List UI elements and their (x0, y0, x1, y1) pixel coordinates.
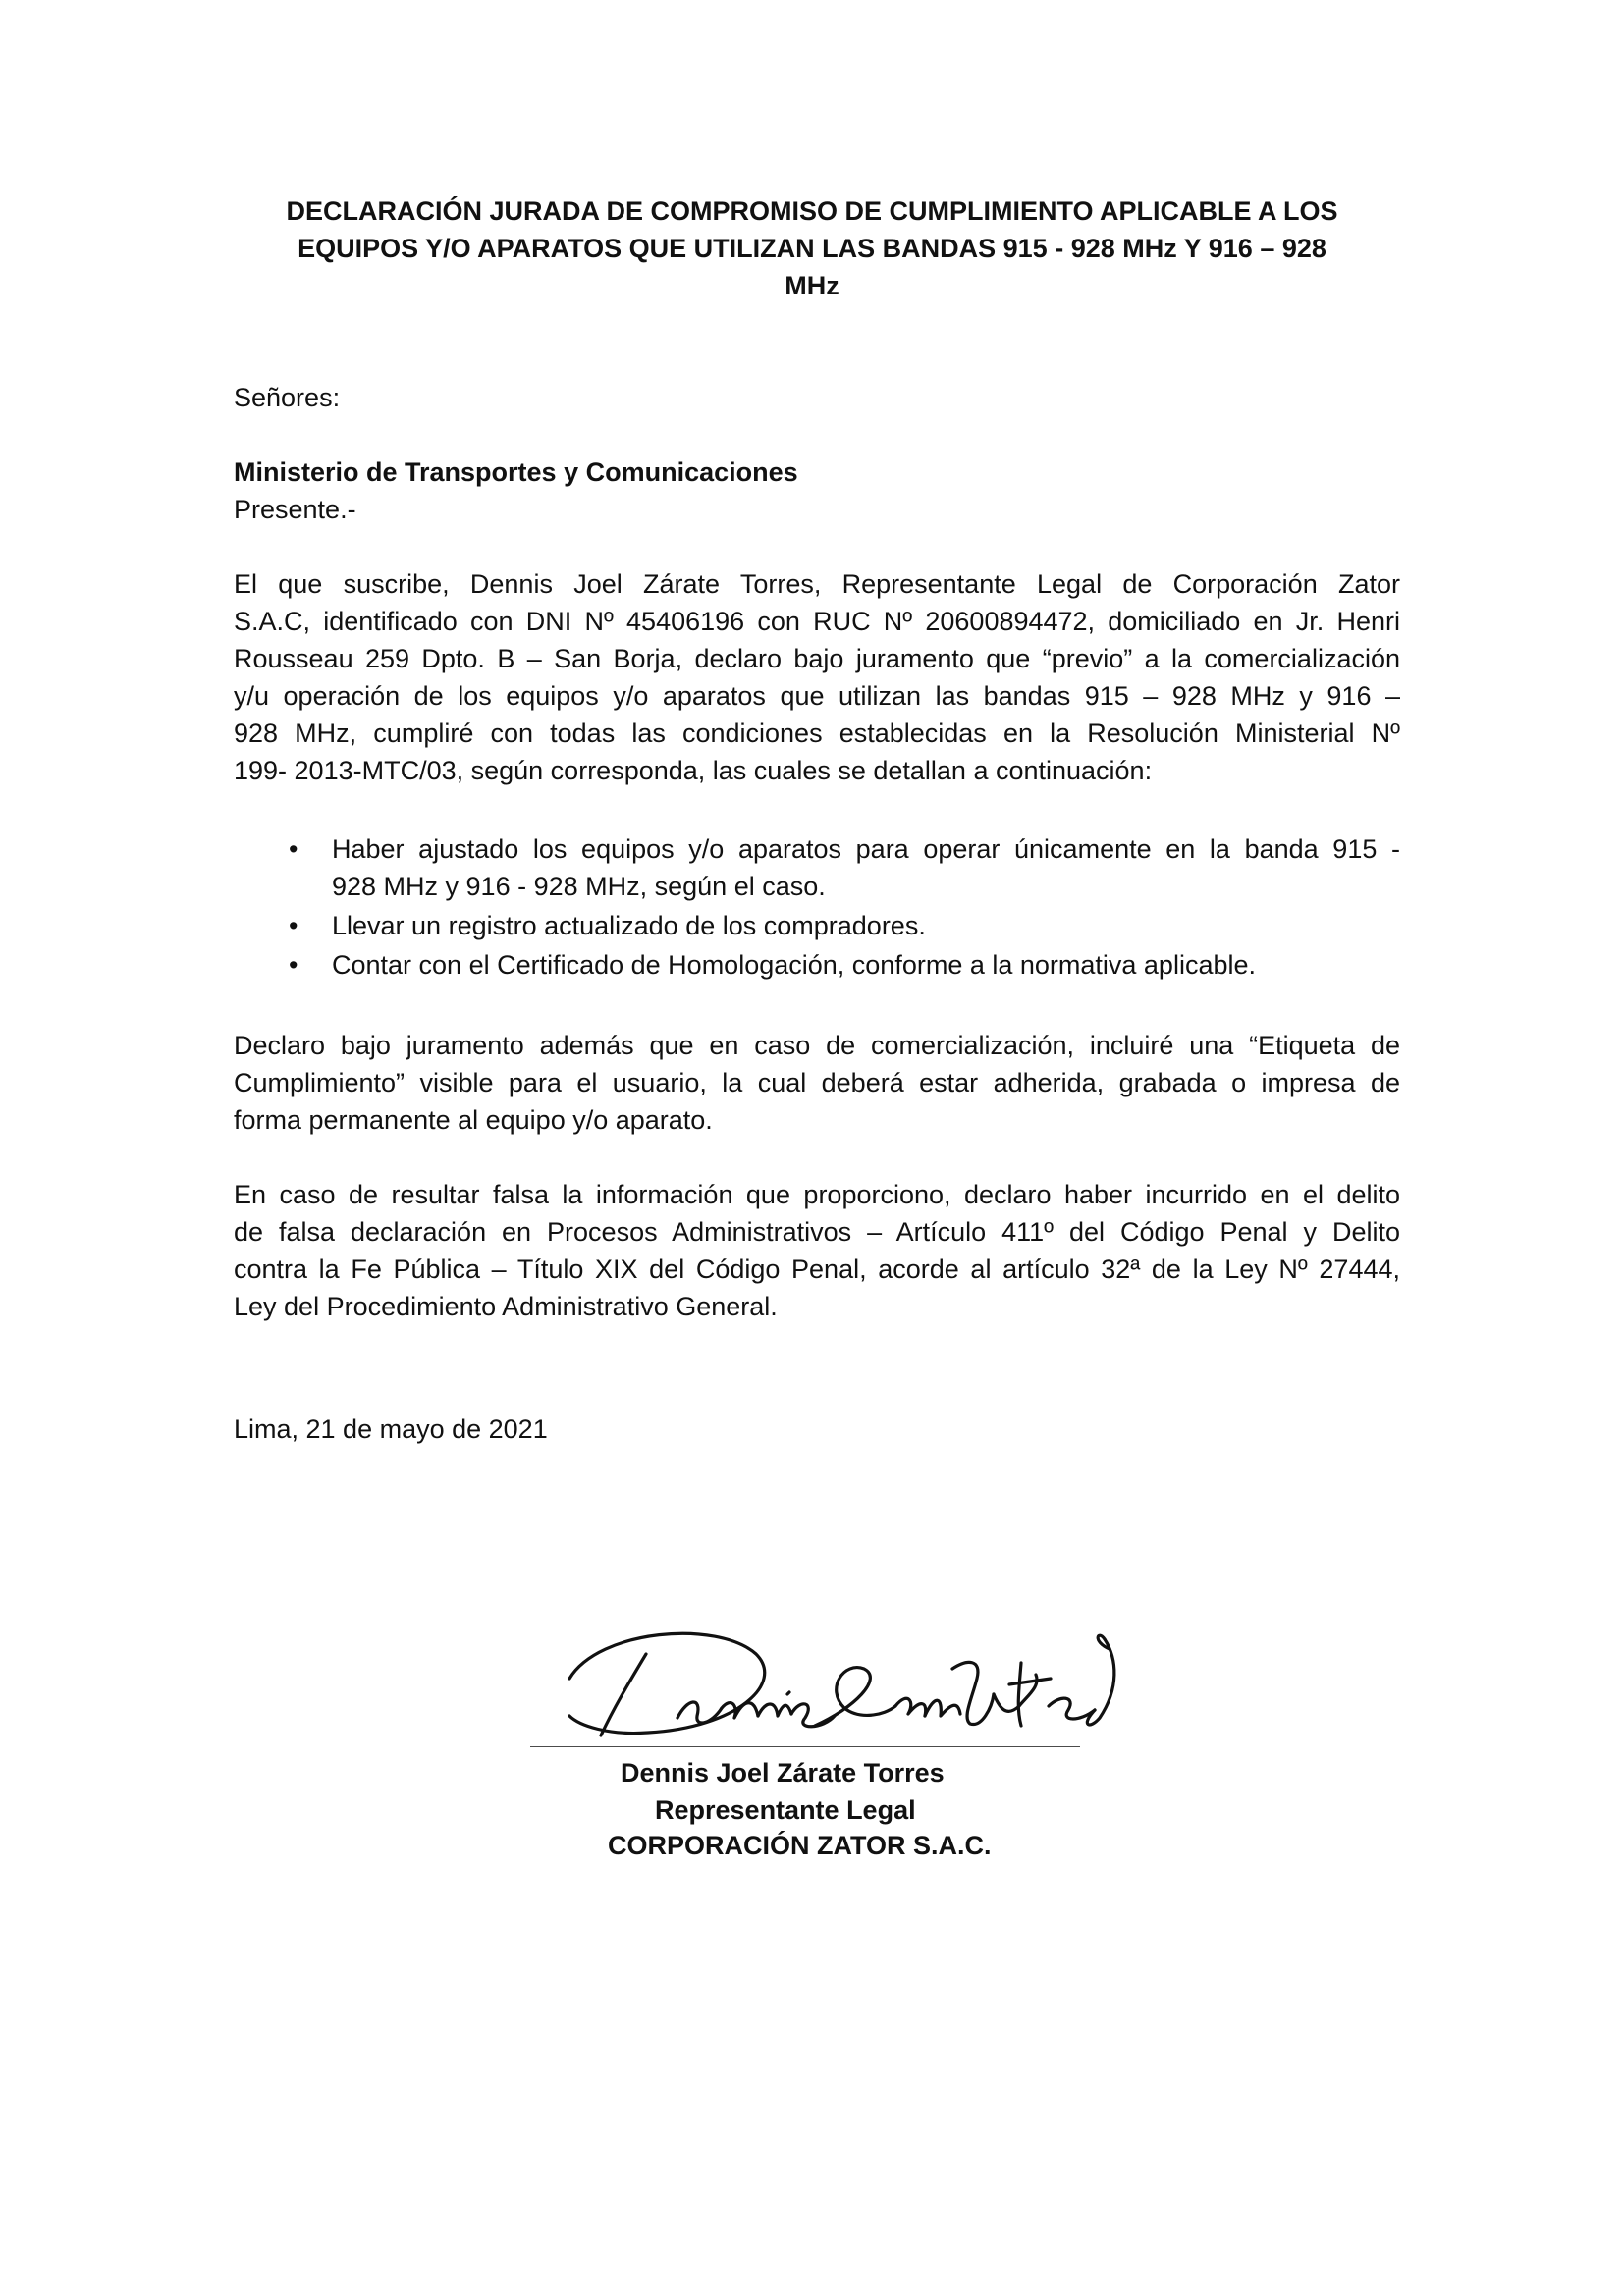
list-item-line: Llevar un registro actualizado de los compradores. (332, 911, 926, 940)
list-item-line: 928 MHz y 916 - 928 MHz, según el caso. (332, 872, 826, 901)
paragraph-line: Rousseau 259 Dpto. B – San Borja, declaro bajo juramento que “previo” a la comercialización (234, 644, 1400, 673)
recipient-presente: Presente.- (234, 495, 356, 524)
bullet-icon: • (289, 911, 298, 940)
conditions-list (234, 830, 1400, 986)
paragraph-line: En caso de resultar falsa la información que proporciono, declaro haber incurrido en el delito (234, 1180, 1400, 1209)
bullet-icon: • (289, 834, 298, 864)
paragraph-label (234, 1027, 1400, 1139)
list-item (234, 830, 1400, 905)
recipient-name: Ministerio de Transportes y Comunicaciones (234, 457, 798, 487)
place-date: Lima, 21 de mayo de 2021 (234, 1415, 548, 1444)
signatory-role: Representante Legal (655, 1795, 916, 1825)
paragraph-line: 928 MHz, cumpliré con todas las condiciones establecidas en la Resolución Ministerial Nº (234, 719, 1400, 748)
paragraph-line: Ley del Procedimiento Administrativo General. (234, 1292, 778, 1321)
list-item (234, 907, 1400, 944)
paragraph-line: Cumplimiento” visible para el usuario, la cual deberá estar adherida, grabada o impresa de (234, 1068, 1400, 1097)
paragraph-line: contra la Fe Pública – Título XIX del Código Penal, acorde al artículo 32ª de la Ley Nº 27444, (234, 1255, 1400, 1284)
paragraph-line: Declaro bajo juramento además que en caso de comercialización, incluiré una “Etiqueta de (234, 1031, 1400, 1060)
title-line-1: DECLARACIÓN JURADA DE COMPROMISO DE CUMPLIMIENTO APLICABLE A LOS (286, 196, 1338, 226)
paragraph-line: forma permanente al equipo y/o aparato. (234, 1105, 713, 1135)
title-line-3: MHz (785, 271, 839, 300)
paragraph-line: 199- 2013-MTC/03, según corresponda, las cuales se detallan a continuación: (234, 756, 1153, 785)
paragraph-line: de falsa declaración en Procesos Administrativos – Artículo 411º del Código Penal y Delito (234, 1217, 1400, 1247)
handwritten-signature (530, 1600, 1159, 1747)
list-item-line: Contar con el Certificado de Homologación, conforme a la normativa aplicable. (332, 950, 1256, 980)
title-line-2: EQUIPOS Y/O APARATOS QUE UTILIZAN LAS BANDAS 915 - 928 MHz Y 916 – 928 (298, 234, 1326, 263)
document-title (226, 192, 1398, 304)
salutation: Señores: (234, 383, 341, 412)
signatory-company: CORPORACIÓN ZATOR S.A.C. (608, 1831, 992, 1860)
list-item (234, 946, 1400, 984)
paragraph-declaration (234, 565, 1400, 789)
paragraph-liability (234, 1176, 1400, 1325)
signatory-name: Dennis Joel Zárate Torres (621, 1758, 945, 1788)
bullet-icon: • (289, 950, 298, 980)
paragraph-line: y/u operación de los equipos y/o aparatos que utilizan las bandas 915 – 928 MHz y 916 – (234, 681, 1400, 711)
paragraph-line: S.A.C, identificado con DNI Nº 45406196 con RUC Nº 20600894472, domiciliado en Jr. Henri (234, 607, 1400, 636)
paragraph-line: El que suscribe, Dennis Joel Zárate Torres, Representante Legal de Corporación Zator (234, 569, 1400, 599)
list-item-line: Haber ajustado los equipos y/o aparatos para operar únicamente en la banda 915 - (332, 834, 1400, 864)
